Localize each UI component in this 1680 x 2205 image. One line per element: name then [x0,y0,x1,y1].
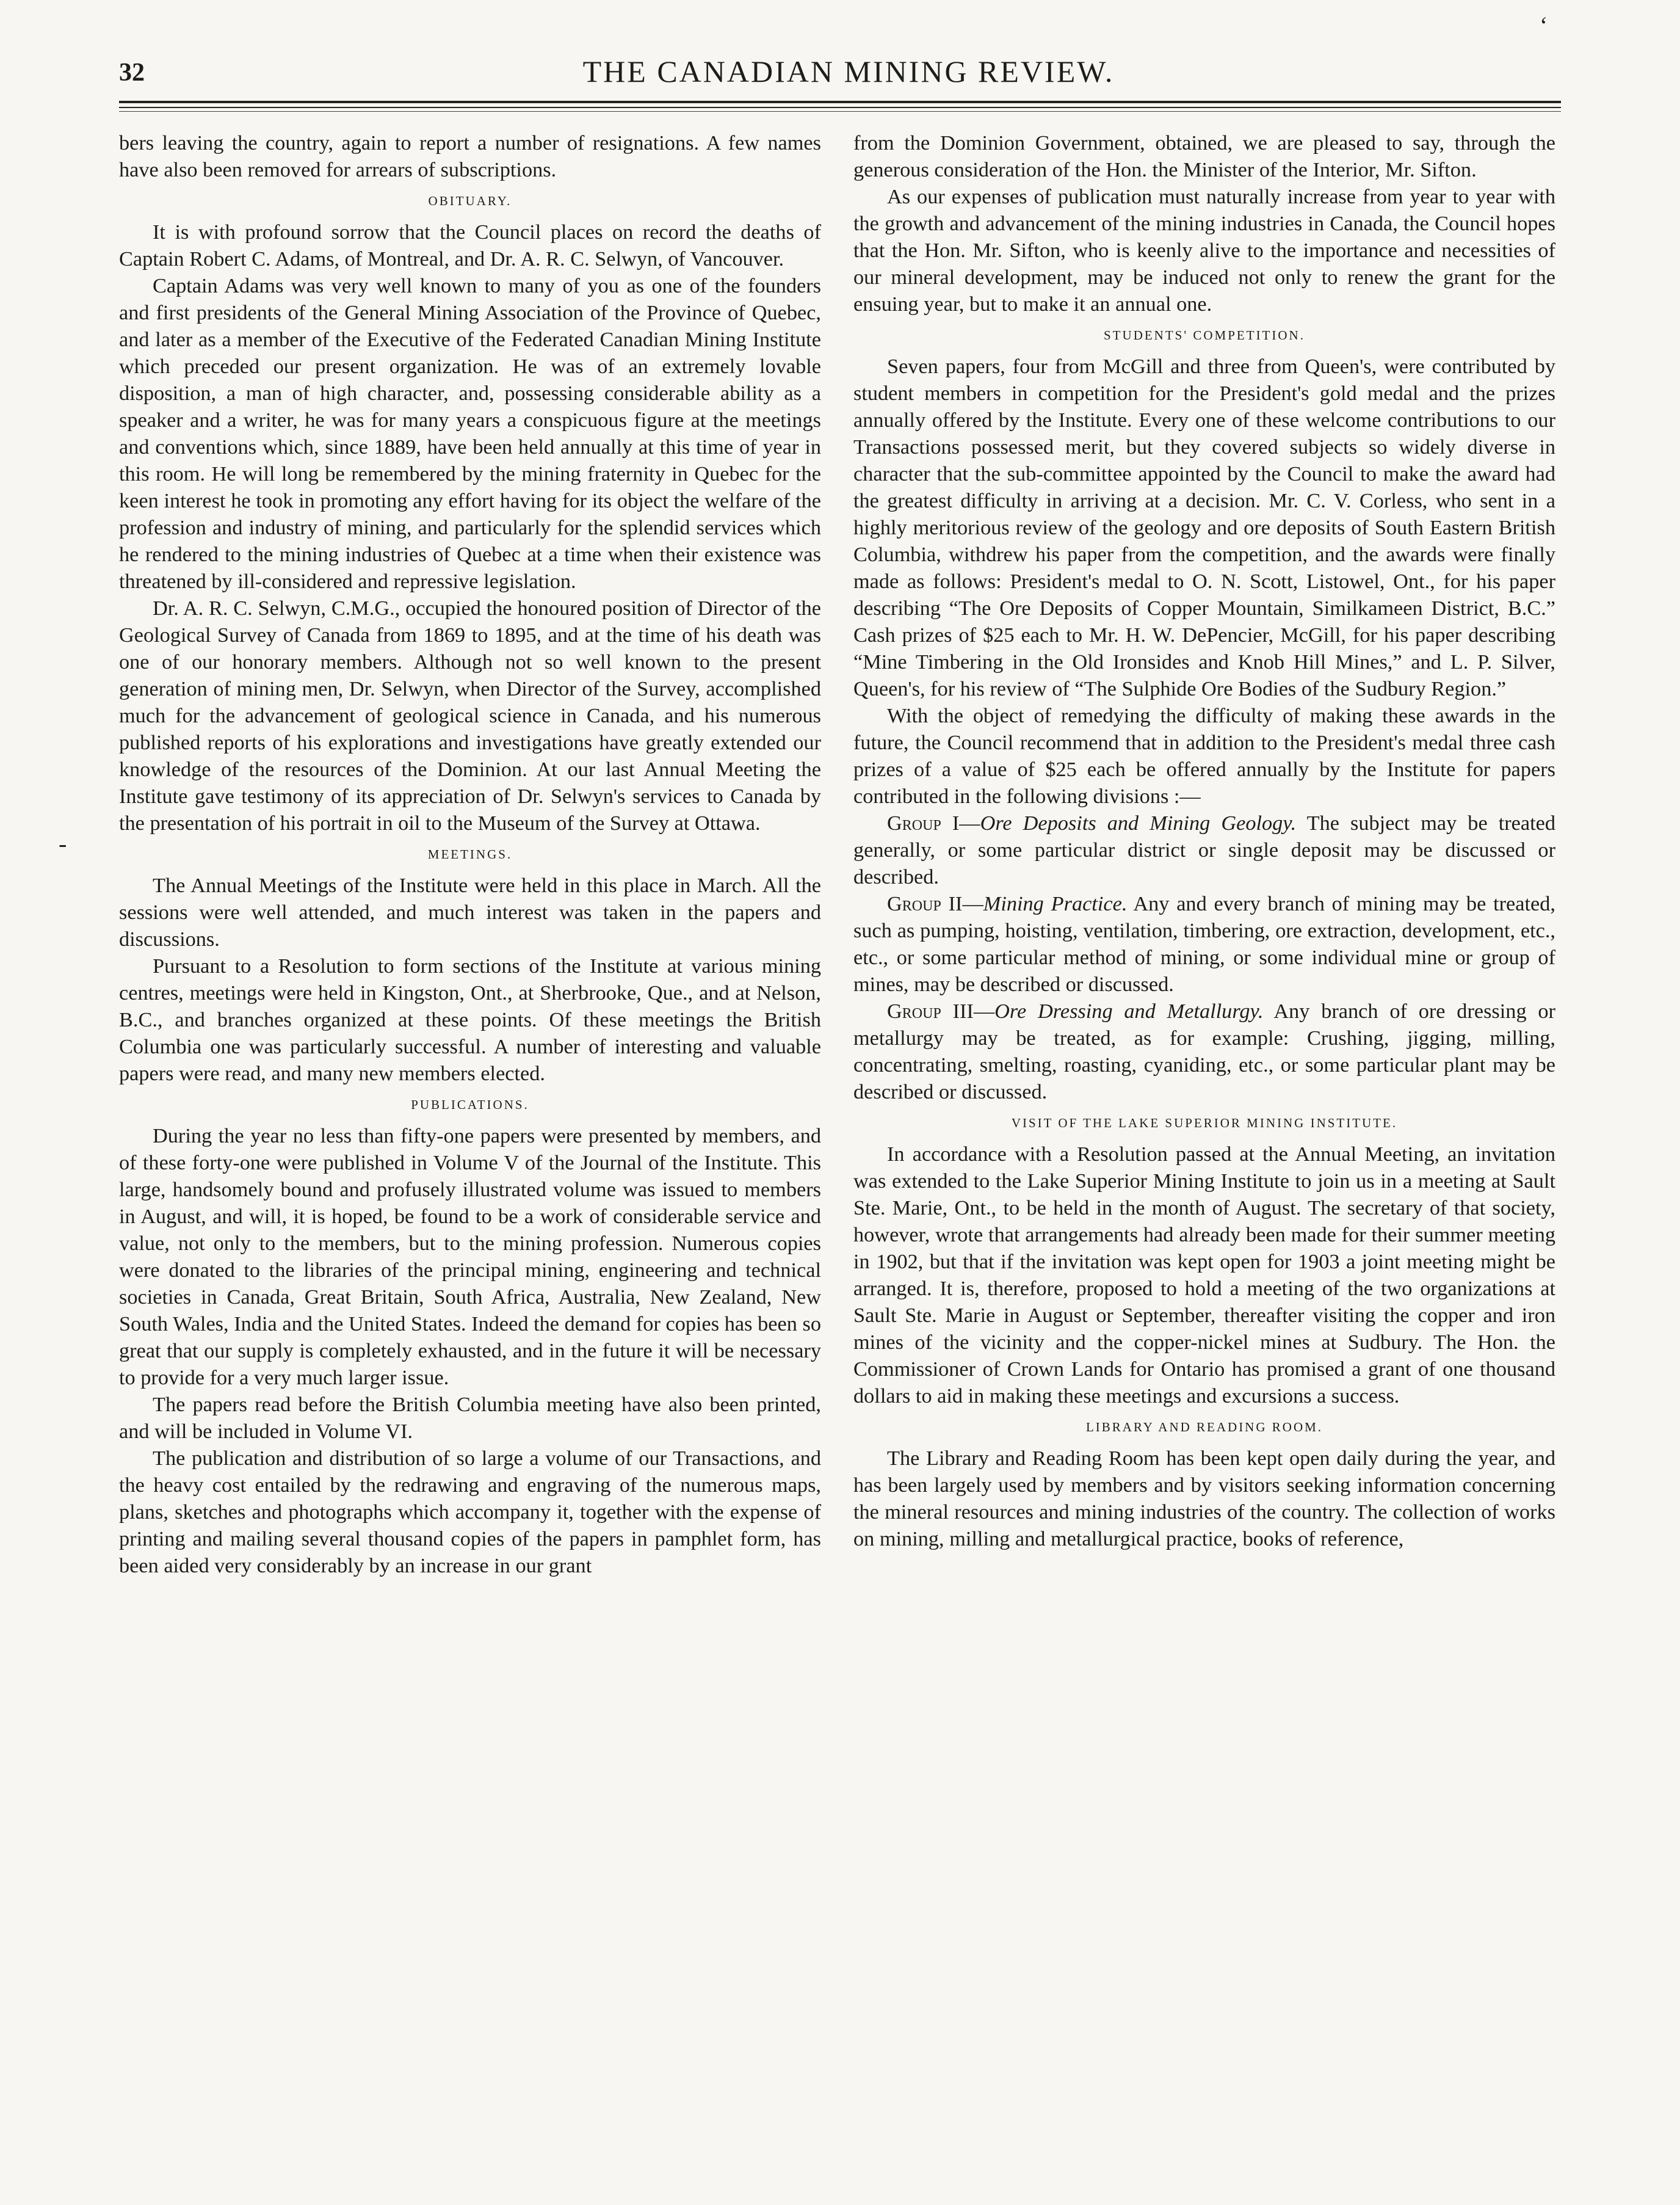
group-three-paragraph [853,998,1555,1105]
paragraph: The papers read before the British Columbia meeting have also been printed, and will be included in Volume VI. [119,1393,821,1443]
group-text: Any and every branch of mining may be treated, such as pumping, hoisting, ventilation, timbering, ore extraction, development, etc., etc., or some particular method of mining, or some individual mine or group of mines, may be described or discussed. [853,892,1555,996]
paragraph: During the year no less than fifty-one papers were presented by members, and of these forty-one were published in Volume V of the Journal of the Institute. This large, handsomely bound and profusely illustrated volume was issued to members in August, and will, it is hoped, be found to be a work of considerable service and value, not only to the members, but to the mining profession. Numerous copies were donated to the libraries of the principal mining, engineering and technical societies in Canada, Great Britain, South Africa, Australia, New Zealand, New South Wales, India and the United States. Indeed the demand for copies has been so great that our supply is completely exhausted, and in the future it will be necessary to provide for a very much larger issue. [119,1124,821,1389]
paragraph: The Annual Meetings of the Institute were held in this place in March. All the sessions were well attended, and much interest was taken in the papers and discussions. [119,874,821,951]
paragraph: Pursuant to a Resolution to form sections of the Institute at various mining centres, meetings were held in Kingston, Ont., at Sherbrooke, Que., and at Nelson, B.C., and branches organized at these points. Of these meetings the British Columbia one was particularly successful. A number of interesting and valuable papers were read, and many new members elected. [119,954,821,1085]
group-label: Group III— [887,1000,995,1023]
section-heading-meetings: MEETINGS. [427,847,513,862]
section-heading-visit: VISIT OF THE LAKE SUPERIOR MINING INSTITUTE. [1011,1116,1398,1130]
right-column [853,129,1555,1552]
group-label: Group I— [887,812,980,835]
left-column [119,129,821,1579]
group-text: Any branch of ore dressing or metallurgy may be treated, as for example: Crushing, jigging, milling, concentrating, smelting, roasting, cyaniding, etc., or some particular plant may be described or discussed. [853,1000,1555,1103]
paragraph: As our expenses of publication must naturally increase from year to year with the growth and advancement of the mining industries in Canada, the Council hopes that the Hon. Mr. Sifton, who is keenly alive to the importance and necessities of our mineral development, may be induced not only to renew the grant for the ensuing year, but to make it an annual one. [853,185,1555,316]
paragraph: In accordance with a Resolution passed at the Annual Meeting, an invitation was extended to the Lake Superior Mining Institute to join us in a meeting at Sault Ste. Marie, Ont., to be held in the month of August. The secretary of that society, however, wrote that arrangements had already been made for their summer meeting in 1902, but that if the invitation was kept open for 1903 a joint meeting might be arranged. It is, therefore, proposed to hold a meeting of the two organizations at Sault Ste. Marie in August or September, thereafter visiting the copper and iron mines of the vicinity and the copper-nickel mines at Sudbury. The Hon. the Commissioner of Crown Lands for Ontario has promised a grant of one thousand dollars to aid in making these meetings and excursions a success. [853,1142,1555,1408]
running-head: THE CANADIAN MINING REVIEW. [582,54,1115,89]
group-title: Mining Practice. [983,892,1128,915]
paragraph: It is with profound sorrow that the Council places on record the deaths of Captain Robert C. Adams, of Montreal, and Dr. A. R. C. Selwyn, of Vancouver. [119,220,821,271]
header-rule [119,107,1561,108]
paragraph: The Library and Reading Room has been kept open daily during the year, and has been largely used by members and by visitors seeking information concerning the mineral resources and mining industries of the country. The collection of works on mining, milling and metallurgical practice, books of reference, [853,1447,1555,1550]
group-text: The subject may be treated generally, or some particular district or single deposit may be discussed or described. [853,812,1556,888]
paragraph: Captain Adams was very well known to many of you as one of the founders and first presidents of the General Mining Association of the Province of Quebec, and later as a member of the Executive of the Federated Canadian Mining Institute which preceded our present organization. He was of an extremely lovable disposition, a man of high character, and, possessing considerable ability as a speaker and a writer, he was for many years a conspicuous figure at the meetings and conventions which, since 1889, have been held annually at this time of year in this room. He will long be remembered by the mining fraternity in Quebec for the keen interest he took in promoting any effort having for its object the welfare of the profession and industry of mining, and particularly for the splendid services which he rendered to the mining industries of Quebec at a time when their existence was threatened by ill-considered and repressive legislation. [119,274,821,593]
paragraph: Dr. A. R. C. Selwyn, C.M.G., occupied the honoured position of Director of the Geological Survey of Canada from 1869 to 1895, and at the time of his death was one of our honorary members. Although not so well known to the present generation of mining men, Dr. Selwyn, when Director of the Survey, accomplished much for the advancement of geological science in Canada, and his numerous published reports of his explorations and investigations have greatly extended our knowledge of the resources of the Dominion. At our last Annual Meeting the Institute gave testimony of its appreciation of Dr. Selwyn's services to Canada by the presentation of his portrait in oil to the Museum of the Survey at Ottawa. [119,597,821,835]
group-title: Ore Dressing and Metallurgy. [994,1000,1264,1023]
section-heading-publications: PUBLICATIONS. [411,1097,529,1112]
paragraph: The publication and distribution of so large a volume of our Transactions, and the heavy cost entailed by the redrawing and engraving of the numerous maps, plans, sketches and photographs which accompany it, together with the expense of printing and mailing several thousand copies of the papers in pamphlet form, has been aided very considerably by an increase in our grant [119,1447,821,1577]
group-one-paragraph [853,810,1555,890]
section-heading-obituary: OBITUARY. [428,194,512,208]
group-label: Group II— [887,892,983,915]
header-rule [119,111,1561,112]
paragraph: Seven papers, four from McGill and three from Queen's, were contributed by student members in competition for the President's gold medal and the prizes annually offered by the Institute. Every one of these welcome contributions to our Transactions possessed merit, but they covered subjects so widely diverse in character that the sub-committee appointed by the Council to make the award had the greatest difficulty in arriving at a decision. Mr. C. V. Corless, who sent in a highly meritorious review of the geology and ore deposits of South Eastern British Columbia, withdrew his paper from the competition, and the awards were finally made as follows: President's medal to O. N. Scott, Listowel, Ont., for his paper describing “The Ore Deposits of Copper Mountain, Similkameen District, B.C.” Cash prizes of $25 each to Mr. H. W. DePencier, McGill, for his paper describing “Mine Timbering in the Old Ironsides and Knob Hill Mines,” and L. P. Silver, Queen's, for his review of “The Sulphide Ore Bodies of the Sudbury Region.” [853,355,1555,700]
print-mark: ‘ [1540,12,1548,39]
paragraph: With the object of remedying the difficulty of making these awards in the future, the Council recommend that in addition to the President's medal three cash prizes of a value of $25 each be offered annually by the Institute for papers contributed in the following divisions :— [853,704,1555,808]
group-title: Ore Deposits and Mining Geology. [980,812,1297,835]
section-heading-library: LIBRARY AND READING ROOM. [1085,1420,1323,1434]
section-heading-students-competition: STUDENTS' COMPETITION. [1104,328,1305,343]
header-rule [119,101,1561,103]
page-number: 32 [119,59,145,87]
group-two-paragraph [853,890,1555,998]
print-mark: - [59,830,67,857]
paragraph: from the Dominion Government, obtained, we are pleased to say, through the generous consideration of the Hon. the Minister of the Interior, Mr. Sifton. [853,131,1555,181]
paragraph: bers leaving the country, again to report a number of resignations. A few names have also been removed for arrears of subscriptions. [119,131,821,181]
